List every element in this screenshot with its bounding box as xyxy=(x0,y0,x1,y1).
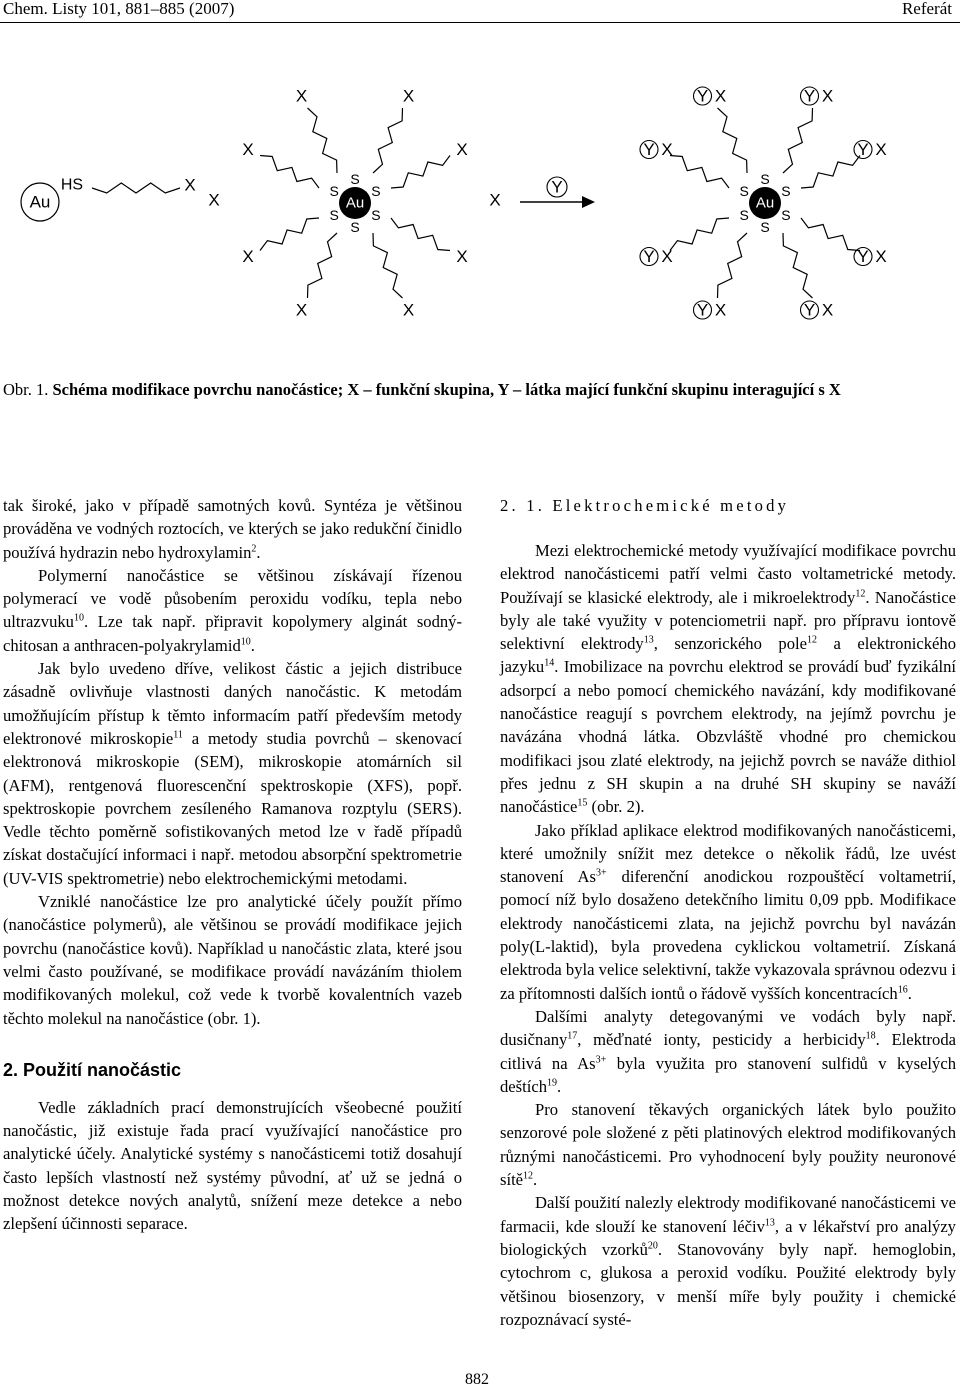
paragraph: Mezi elektrochemické metody využívající modifikace povrchu elektrod nanočásticemi patří velmi často voltametrické metody. Používají se klasické elektrody, ale i mikroelektrody$^{12}$. Nanočástice byly ale také využity v potenciometrii např. pro přípravu iontově selektivní elektrody$^{13}$, senzorického pole$^{12}$ a elektronického jazyku$^{14}$. Imobilizace na povrchu elektrod se provádí buď fyzikální adsorpcí a nebo pomocí chemického navázání, kdy modifikované nanočástice reagují s povrchem elektrody, na jejímž povrchu je navázána vhodná látka. Obzvláště vhodné pro chemickou modifikaci jsou zlaté elektrody, na jejichž povrch se naváže dithiol přes jednu z SH skupin a na druhé SH skupiny se naváží nanočástice$^{15}$ (obr. 2). xyxy=(500,541,956,817)
xy-end-y: Y xyxy=(696,86,709,106)
xy-end-y: Y xyxy=(857,140,869,159)
x-particle-s-label: S xyxy=(329,207,339,223)
x-particle-s-label: S xyxy=(371,183,381,199)
x-particle-au-label: Au xyxy=(345,194,365,212)
xy-end-x: X xyxy=(714,300,727,320)
center-x-label: X xyxy=(456,140,468,159)
section-heading: 2. Použití nanočástic xyxy=(3,1059,182,1080)
xy-end-y: Y xyxy=(696,300,709,320)
xy-particle-chain xyxy=(801,218,860,251)
xy-end-y: Y xyxy=(643,247,655,266)
subsection-heading: 2. 1. Elektrochemické metody xyxy=(500,496,790,515)
x-label: X xyxy=(489,190,501,210)
x-particle-chain xyxy=(373,108,403,173)
x-label: X xyxy=(184,175,196,195)
x-particle-chain xyxy=(391,218,450,251)
x-particle-s-label: S xyxy=(329,183,339,199)
journal-citation: Chem. Listy 101, 881–885 (2007) xyxy=(3,0,235,18)
xy-particle-s-label: S xyxy=(760,219,770,235)
reagent-y-label: Y xyxy=(551,177,563,197)
left-column xyxy=(3,494,462,1236)
xy-end-x: X xyxy=(821,86,834,106)
hs-label: HS xyxy=(60,176,84,194)
xy-particle-chain xyxy=(783,108,813,173)
center-x-label: X xyxy=(295,86,308,106)
x-label: X xyxy=(208,190,220,210)
paragraph: tak široké, jako v případě samotných kovů. Syntéza je většinou prováděna ve vodných roztocích, ve kterých se jako redukční činidlo používá hydrazin nebo hydroxylamin$^2$. xyxy=(3,496,462,562)
paragraph: Pro stanovení těkavých organických látek bylo použito senzorové pole složené z pěti platinových elektrod modifikovaných různými nanočásticemi. Pro vyhodnocení byly použity neuronové sítě$^{12}$. xyxy=(500,1100,956,1190)
center-x-label: X xyxy=(456,247,468,266)
x-particle-chain xyxy=(308,108,338,173)
x-particle-chain xyxy=(373,233,403,298)
xy-particle-s-label: S xyxy=(739,183,749,199)
xy-end-y: Y xyxy=(857,247,869,266)
x-particle-s-label: S xyxy=(350,219,360,235)
x-particle-chain xyxy=(260,156,319,189)
center-x-label: X xyxy=(242,140,254,159)
xy-particle-au-label: Au xyxy=(755,194,775,212)
figure-caption xyxy=(3,380,953,400)
xy-particle-chain xyxy=(670,218,729,251)
x-particle-s-label: S xyxy=(350,171,360,187)
center-x-label: X xyxy=(295,300,308,320)
x-particle-chain xyxy=(260,218,319,251)
page-number: 882 xyxy=(465,1371,489,1388)
au-label: Au xyxy=(29,192,51,212)
xy-end-y: Y xyxy=(803,300,816,320)
center-x-label: X xyxy=(402,300,415,320)
paragraph: Jako příklad aplikace elektrod modifikovaných nanočásticemi, které umožnily snížit mez detekce o několik řádů, lze uvést stanovení $As^{3+}$ diferenční anodickou rozpouštěcí voltametrií, pomocí níž bylo dosaženo detekčního limitu 0,09 ppb. Modifikace elektrody nanočásticemi zlata, na jejichž povrchu byl navázán poly(L-laktid), byla provedena cyklickou voltametrií. Získaná elektroda byla velice selektivní, takže vykazovala správnou odezvu i za přítomnosti dalších iontů o řádově vyšších koncentracích$^{16}$. xyxy=(500,820,956,1003)
xy-particle-chain xyxy=(718,233,748,298)
paragraph: Polymerní nanočástice se většinou získávají řízenou polymerací ve vodě působením peroxidu vodíku, tepla nebo ultrazvuku$^{10}$. Lze tak např. připravit kopolymery alginát sodný-chitosan a anthracen-polyakrylamid$^{10}$. xyxy=(3,565,462,655)
center-x-label: X xyxy=(242,247,254,266)
xy-particle-s-label: S xyxy=(781,183,791,199)
xy-end-x: X xyxy=(661,247,673,266)
caption-text: Schéma modifikace povrchu nanočástice; X – funkční skupina, Y – látka mající funkční skupinu interagující s X xyxy=(52,380,841,399)
paragraph: Další použití nalezly elektrody modifikované nanočásticemi ve farmacii, kde slouží ke stanovení léčiv$^{13}$, a v lékařství pro analýzy biologických vzorků$^{20}$. Stanovovány byly např. hemoglobin, cytochrom c, glukosa a peroxid vodíku. Použité elektrody byly většinou biosenzory, v menší míře byly použity i chemické rozpoznávací systé- xyxy=(500,1193,956,1329)
xy-particle-s-label: S xyxy=(760,171,770,187)
paragraph: Vzniklé nanočástice lze pro analytické účely použít přímo (nanočástice polymerů), ale většinou se provádí modifikace jejich povrchu (nanočástice kovů). Například u nanočástic zlata, které jsou velmi často používané, se modifikace provádí navázáním thiolem modifikovaných molekul, což vede k tvorbě kovalentních vazeb těchto molekul na nanočástice (obr. 1). xyxy=(3,892,462,1028)
paragraph: Jak bylo uvedeno dříve, velikost částic a jejich distribuce zásadně ovlivňuje vlastnosti daných nanočástic. K metodám umožňujícím přístup k těmto informacím patří především metody elektronové mikroskopie$^{11}$ a metody studia povrchů – skenovací elektronová mikroskopie (SEM), mikroskopie atomárních sil (AFM), rentgenová fluorescenční spektroskopie (XFS), popř. spektroskopie povrchem zesíleného Ramanova rozptylu (SERS). Vedle těchto poměrně sofistikovaných metod lze v řadě případů získat dostačující informaci i např. metodou absorpční spektrometrie (UV-VIS spektrometrie) nebo elektrochemickými metodami. xyxy=(3,659,462,888)
thiol-chain xyxy=(92,183,180,193)
figure-1 xyxy=(0,28,960,370)
x-particle-chain xyxy=(308,233,338,298)
xy-particle-chain xyxy=(670,156,729,189)
xy-end-x: X xyxy=(875,140,887,159)
xy-end-y: Y xyxy=(643,140,655,159)
xy-particle-s-label: S xyxy=(739,207,749,223)
xy-particle-chain xyxy=(783,233,813,298)
xy-end-y: Y xyxy=(803,86,816,106)
caption-number: Obr. 1. xyxy=(3,380,49,399)
x-particle-chain xyxy=(391,156,450,189)
paragraph: Vedle základních prací demonstrujících všeobecné použití nanočástic, již existuje řada prací využívající nanočástice pro analytické účely. Analytické systémy s nanočásticemi totiž dosahují často lepších vlastností než systémy původní, ať už se jedná o možnost detekce nových analytů, snížení meze detekce a nebo zlepšení účinnosti separace. xyxy=(3,1097,462,1234)
section-label: Referát xyxy=(901,0,952,18)
arrowhead xyxy=(582,196,595,208)
xy-particle-s-label: S xyxy=(781,207,791,223)
header-rule xyxy=(0,22,960,23)
right-column xyxy=(500,494,956,1331)
xy-end-x: X xyxy=(821,300,834,320)
paragraph: Dalšími analyty detegovanými ve vodách byly např. dusičnany$^{17}$, měďnaté ionty, pesticidy a herbicidy$^{18}$. Elektroda citlivá na $As^{3+}$ byla využita pro stanovení sulfidů v kyselých deštích$^{19}$. xyxy=(500,1006,957,1096)
xy-particle-chain xyxy=(718,108,748,173)
xy-end-x: X xyxy=(714,86,727,106)
xy-end-x: X xyxy=(875,247,887,266)
nanoparticle-scheme xyxy=(0,28,960,370)
center-x-label: X xyxy=(402,86,415,106)
x-particle-s-label: S xyxy=(371,207,381,223)
xy-end-x: X xyxy=(661,140,673,159)
xy-particle-chain xyxy=(801,156,860,189)
page-header xyxy=(0,0,960,22)
